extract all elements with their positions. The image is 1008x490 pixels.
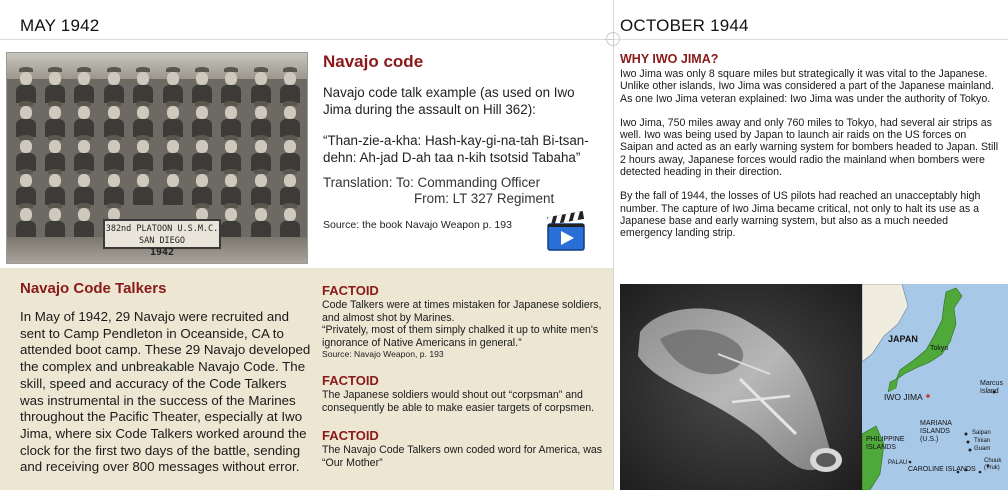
translation-line-2: From: LT 327 Regiment	[414, 191, 555, 206]
left-header-title: MAY 1942	[20, 16, 100, 35]
why-iwo-jima-title: WHY IWO JIMA?	[620, 52, 719, 66]
movie-play-icon[interactable]	[545, 210, 587, 252]
map-label-palau: PALAU	[888, 460, 908, 466]
factoid-quote: “Privately, most of them simply chalked it up to white men's ignorance of Native Americans in general.”	[322, 324, 599, 349]
right-header	[614, 0, 1008, 40]
map-label-marcus: Marcus Island	[980, 380, 1003, 395]
map-label-philippine: PHILIPPINE ISLANDS	[866, 436, 905, 451]
map-label-tokyo: Tokyo	[930, 345, 949, 352]
map-label-mariana: MARIANA ISLANDS (U.S.)	[920, 420, 952, 443]
factoid-3	[322, 428, 612, 469]
why-paragraph: By the fall of 1944, the losses of US pilots had reached an unacceptably high number. The capture of Iwo Jima became critical, not only to halt its use as a Japanese base and early warning system, but also as a much needed emergency landing strip.	[620, 190, 981, 240]
right-header-title: OCTOBER 1944	[620, 16, 749, 35]
code-talkers-title: Navajo Code Talkers	[20, 280, 167, 297]
navajo-code-source: Source: the book Navajo Weapon p. 193	[323, 219, 512, 231]
map-label-saipan: Saipan	[972, 430, 991, 436]
factoid-body: The Japanese soldiers would shout out “corpsman” and consequently be able to make easier targets of corpsmen.	[322, 389, 595, 414]
photo-row	[11, 101, 305, 137]
factoid-body: The Navajo Code Talkers own coded word for America, was “Our Mother”	[322, 444, 603, 469]
factoid-body: Code Talkers were at times mistaken for Japanese soldiers, and almost shot by Marines.	[322, 299, 602, 324]
navajo-code-quote: “Than-zie-a-kha: Hash-kay-gi-na-tah Bi-tsan-dehn: Ah-jad D-ah taa n-kih tsotsid Tabaha”	[323, 133, 589, 165]
platoon-sign	[103, 219, 221, 258]
why-paragraph: Iwo Jima was only 8 square miles but strategically it was vital to the Japanese. Unlike other islands, Iwo Jima was considered a part of the Japanese mainland. As one Iwo Jima veteran explained: Iwo Jima was under the authority of Tokyo.	[620, 68, 994, 105]
why-paragraph: Iwo Jima, 750 miles away and only 760 miles to Tokyo, had several air strips as well. Iwo was being used by Japan to launch air raids on the US forces on Saipan and acted as an early warning system for bombers headed to Japan. Still 2 hours away, Japanese forces would radio the mainland when bombers were detected heading in their direction.	[620, 116, 999, 179]
map-label-iwo-jima: IWO JIMA	[884, 392, 923, 402]
platoon-photo	[6, 52, 308, 264]
map-label-japan: JAPAN	[888, 334, 918, 344]
factoid-1	[322, 283, 612, 359]
pacific-map	[862, 284, 1008, 490]
navajo-code-translation	[323, 175, 554, 207]
factoid-source: Source: Navajo Weapon, p. 193	[322, 349, 444, 360]
navajo-code-title: Navajo code	[323, 52, 424, 71]
factoid-title: FACTOID	[322, 428, 379, 443]
factoid-2	[322, 373, 612, 414]
platoon-sign-text: 382nd PLATOON U.S.M.C. SAN DIEGO	[105, 224, 219, 246]
left-header	[0, 0, 614, 40]
right-page	[614, 0, 1008, 490]
factoid-title: FACTOID	[322, 373, 379, 388]
why-iwo-jima-body	[620, 68, 1002, 252]
map-label-tinian: Tinian	[974, 438, 991, 444]
map-label-caroline: CAROLINE ISLANDS	[908, 466, 976, 473]
photo-row	[11, 67, 305, 103]
platoon-sign-year: 1942	[149, 247, 175, 258]
navajo-code-body	[323, 84, 605, 180]
photo-row	[11, 135, 305, 171]
navajo-code-intro: Navajo code talk example (as used on Iwo Jima during the assault on Hill 362):	[323, 85, 575, 117]
photo-row	[11, 169, 305, 205]
map-label-guam: Guam	[974, 446, 991, 452]
translation-line-1: Translation: To: Commanding Officer	[323, 175, 541, 190]
factoid-title: FACTOID	[322, 283, 379, 298]
map-label-chuuk: Chuuk (Truk)	[984, 458, 1002, 471]
iwo-jima-aerial-photo	[620, 284, 862, 490]
code-talkers-body: In May of 1942, 29 Navajo were recruited and sent to Camp Pendleton in Oceanside, CA to attended boot camp. These 29 Navajo developed the complex and unbreakable Navajo Code. The skill, speed and accuracy of the Code Talkers was instrumental in the success of the Marines throughout the Pacific Theater, especially at Iwo Jima, where six Code Talkers worked around the clock for the first two days of the battle, sending and receiving over 800 messages without error.	[20, 309, 311, 475]
